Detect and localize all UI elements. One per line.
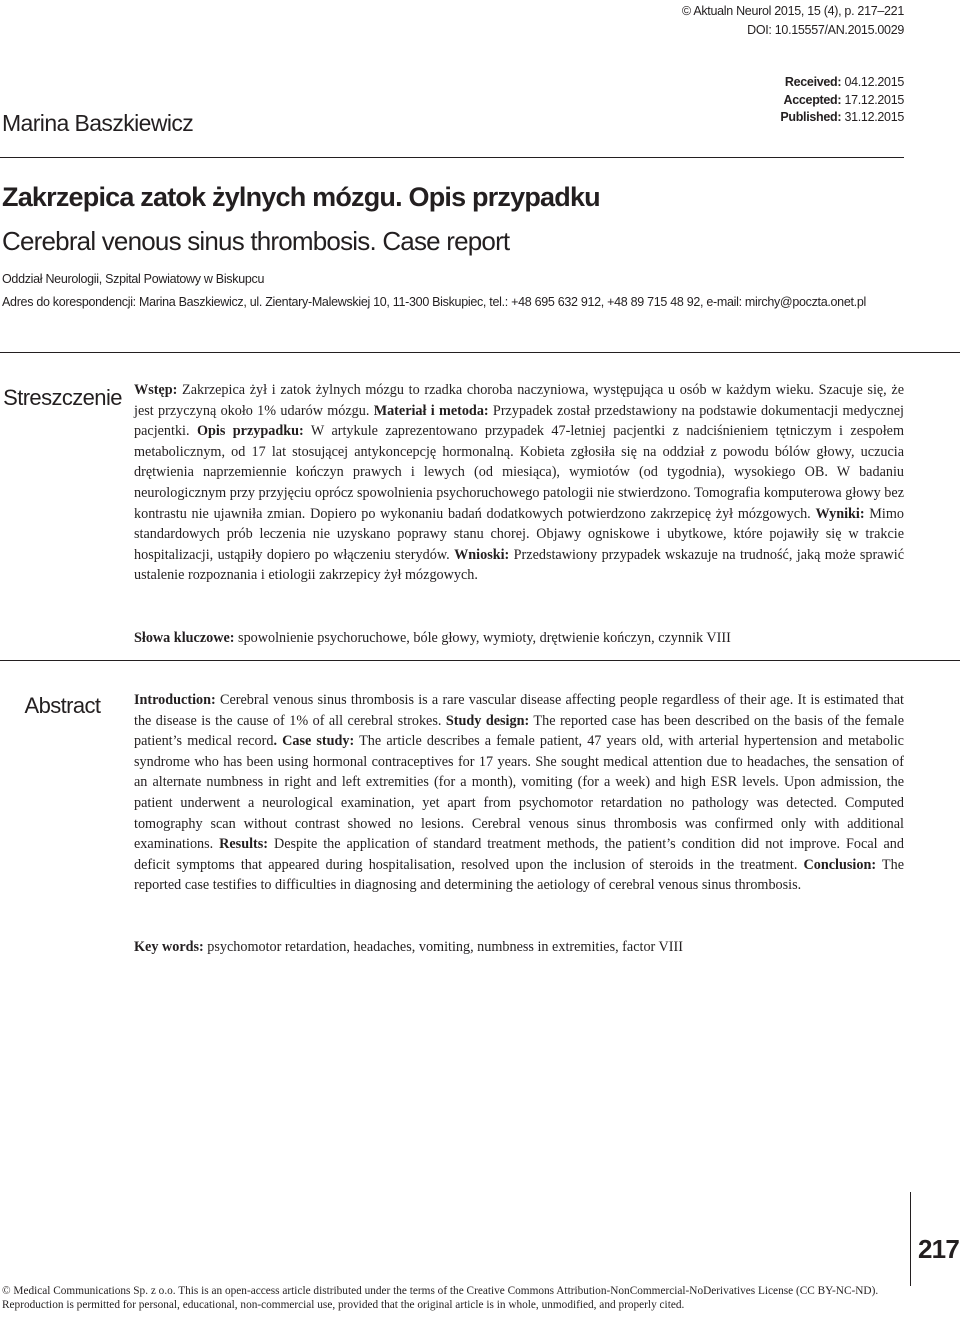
citation-block (682, 2, 904, 40)
author-name: Marina Baszkiewicz (2, 110, 194, 136)
keywords-text-en: psychomotor retardation, headaches, vomiting, numbness in extremities, factor VIII (203, 939, 683, 955)
journal-citation: © Aktualn Neurol 2015, 15 (4), p. 217–221 (681, 4, 904, 18)
conclusions-text-pl: Przedstawiony przypadek wskazuje na trudność, jaką może sprawić ustalenie rozpoznania i etiologii zakrzepicy żył mózgowych. (134, 546, 905, 584)
case-heading-en: . Case study: (273, 733, 355, 750)
keywords-label-pl: Słowa kluczowe: (134, 630, 235, 646)
keywords-pl (134, 628, 904, 649)
case-text-pl: W artykule zaprezentowano przypadek 47-letniej pacjentki z nadciśnieniem tętniczym i zespołem metabolicznym, od 17 lat stosującej antykoncepcję hormonalną. Kobieta zgłosiła się na oddział z powodu bólów głowy, uczucia drętwienia naprzemiennie kończyn prawych i lewych (od miesiąca), wymiotów (od tygodnia), wysokiego OB. W badaniu neurologicznym przy przyjęciu oprócz spowolnienia psychoruchowego patologii nie stwierdzono. Tomografia komputerowa głowy bez kontrastu nie ujawniła zmian. Dopiero po wykonaniu badań dodatkowych potwierdzono zakrzepicę żył mózgowych. (134, 423, 904, 522)
title-english: Cerebral venous sinus thrombosis. Case report (2, 226, 510, 256)
results-heading-en: Results: (219, 836, 269, 853)
streszczenie-text (134, 380, 904, 586)
case-heading-pl: Opis przypadku: (196, 423, 304, 440)
header-divider (0, 157, 904, 158)
design-text-en: The reported case has been described on the basis of the female patient’s medical record (134, 712, 904, 750)
published-row (780, 109, 904, 127)
published-label: Published: (780, 110, 842, 124)
published-date: 31.12.2015 (844, 110, 904, 124)
results-text-en: Despite the application of standard treatment methods, the patient’s condition did not improve. Focal and deficit symptoms that appeared during hospitalisation, resolved upon the inclusion of steroids in the treatment. (134, 836, 904, 873)
abstract-label: Abstract (24, 693, 101, 718)
received-row (780, 74, 904, 92)
methods-heading-pl: Materiał i metoda: (373, 402, 489, 419)
title-polish: Zakrzepica zatok żylnych mózgu. Opis przypadku (2, 182, 600, 212)
methods-text-pl: Przypadek został przedstawiony na podstawie dokumentacji medycznej pacjentki. (134, 402, 904, 440)
received-date: 04.12.2015 (844, 75, 904, 89)
affiliation: Oddział Neurologii, Szpital Powiatowy w Biskupcu (2, 272, 265, 286)
case-text-en: The article describes a female patient, 47 years old, with arterial hypertension and metabolic syndrome who has been using hormonal contraceptives for 17 years. She sought medical attention due to headaches, the sensation of an alternate numbness in right and left extremities (for a month), vomiting (for a week) and high ESR levels. Upon admission, the patient underwent a neurological examination, yet apart from psychomotor retardation no pathology was detected. Computed tomography scan without contrast showed no lesions. Cerebral venous sinus thrombosis was confirmed only with additional examinations. (134, 733, 904, 853)
results-text-pl: Mimo standardowych prób leczenia nie uzyskano poprawy stanu chorej. Objawy ogniskowe i ubytkowe, które pojawiły się w trakcie hospitalizacji, ustąpiły dopiero po włączeniu sterydów. (134, 505, 904, 563)
publication-dates (780, 74, 904, 127)
accepted-label: Accepted: (783, 92, 842, 107)
intro-heading-en: Introduction: (134, 692, 216, 708)
intro-text-pl: Zakrzepica żył i zatok żylnych mózgu to rzadka choroba naczyniowa, występująca u osób w każdym wieku. Szacuje się, że jest przyczyną około 1% udarów mózgu. (134, 382, 904, 419)
page-number: 217 (918, 1234, 959, 1264)
keywords-en (134, 937, 904, 958)
conclusion-text-en: The reported case testifies to difficulties in diagnosing and determining the aetiology of cerebral venous sinus thrombosis. (134, 856, 904, 894)
conclusions-heading-pl: Wnioski: (454, 546, 510, 563)
abstract-divider (0, 660, 960, 661)
intro-heading-pl: Wstęp: (134, 382, 178, 398)
keywords-label-en: Key words: (134, 939, 204, 955)
intro-text-en: Cerebral venous sinus thrombosis is a rare vascular disease affecting people regardless of their age. It is estimated that the disease is the cause of 1% of all cerebral strokes. (134, 692, 904, 729)
received-label: Received: (784, 75, 842, 89)
doi: DOI: 10.15557/AN.2015.0029 (747, 23, 904, 37)
streszczenie-divider (0, 352, 960, 353)
keywords-text-pl: spowolnienie psychoruchowe, bóle głowy, wymioty, drętwienie kończyn, czynnik VIII (234, 630, 731, 646)
accepted-row (780, 92, 904, 110)
page-number-rule (910, 1192, 911, 1286)
results-heading-pl: Wyniki: (815, 505, 865, 522)
abstract-text (134, 690, 904, 896)
accepted-date: 17.12.2015 (844, 92, 904, 107)
streszczenie-label: Streszczenie (3, 385, 122, 410)
design-heading-en: Study design: (445, 712, 530, 729)
correspondence-address: Adres do korespondencji: Marina Baszkiewicz, ul. Zientary-Malewskiej 10, 11-300 Biskupiec, tel.: +48 695 632 912, +48 89 715 48 92, e-mail: mirchy@poczta.onet.pl (2, 295, 866, 309)
conclusion-heading-en: Conclusion: (803, 856, 877, 873)
license-notice: © Medical Communications Sp. z o.o. This is an open-access article distributed under the terms of the Creative Commons Attribution-NonCommercial-NoDerivatives License (CC BY-NC-ND). Reproduction is permitted for personal, educational, non-commercial use, provided that the original article is in whole, unmodified, and properly cited. (2, 1285, 879, 1311)
